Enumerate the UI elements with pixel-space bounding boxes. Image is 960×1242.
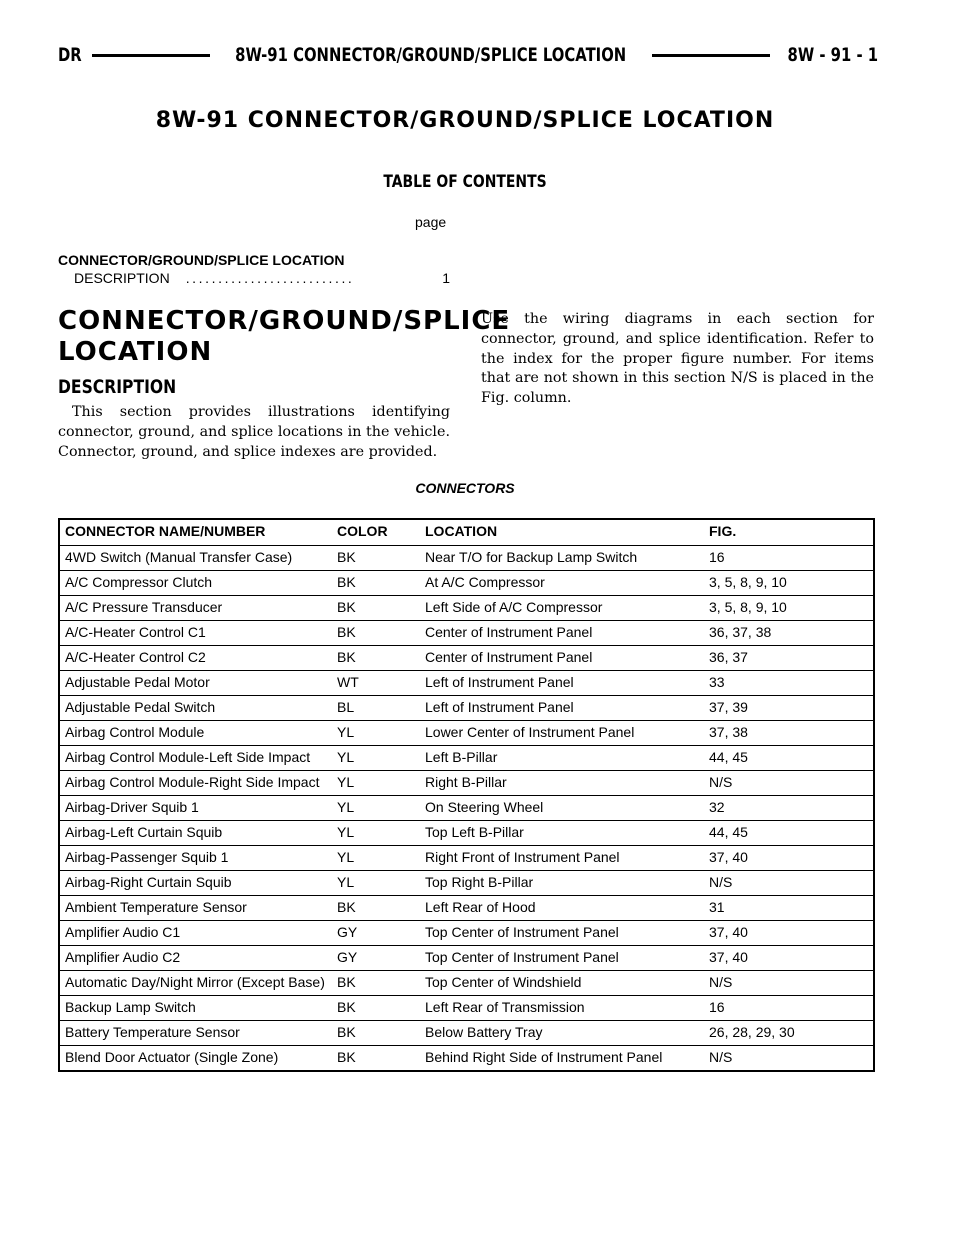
location-cell: Top Center of Instrument Panel: [420, 946, 704, 971]
color-cell: BK: [332, 1046, 420, 1072]
color-cell: BK: [332, 896, 420, 921]
table-row: [59, 896, 874, 921]
color-cell: BK: [332, 646, 420, 671]
fig-cell: N/S: [704, 771, 874, 796]
table-row: [59, 1046, 874, 1072]
table-row: [59, 771, 874, 796]
table-row: [59, 821, 874, 846]
color-cell: YL: [332, 796, 420, 821]
color-cell: YL: [332, 821, 420, 846]
color-cell: BK: [332, 596, 420, 621]
table-row: [59, 1021, 874, 1046]
toc-leader-dots: ..........................: [185, 270, 355, 286]
location-cell: Left Side of A/C Compressor: [420, 596, 704, 621]
connector-name-cell: Backup Lamp Switch: [59, 996, 332, 1021]
color-cell: YL: [332, 721, 420, 746]
connector-name-cell: Airbag-Passenger Squib 1: [59, 846, 332, 871]
connector-name-cell: Airbag-Driver Squib 1: [59, 796, 332, 821]
color-cell: BK: [332, 971, 420, 996]
location-cell: Right Front of Instrument Panel: [420, 846, 704, 871]
table-row: [59, 871, 874, 896]
location-cell: Left Rear of Hood: [420, 896, 704, 921]
location-cell: Top Center of Instrument Panel: [420, 921, 704, 946]
table-row: [59, 746, 874, 771]
table-row: [59, 721, 874, 746]
connector-name-cell: Blend Door Actuator (Single Zone): [59, 1046, 332, 1072]
connector-name-cell: A/C Pressure Transducer: [59, 596, 332, 621]
connector-name-cell: A/C Compressor Clutch: [59, 571, 332, 596]
connector-name-cell: Amplifier Audio C1: [59, 921, 332, 946]
column-header-fig: FIG.: [704, 519, 874, 546]
color-cell: YL: [332, 846, 420, 871]
column-header-color: COLOR: [332, 519, 420, 546]
header-center-label: 8W-91 CONNECTOR/GROUND/SPLICE LOCATION: [235, 44, 627, 66]
table-row: [59, 571, 874, 596]
fig-cell: 26, 28, 29, 30: [704, 1021, 874, 1046]
location-cell: Top Center of Windshield: [420, 971, 704, 996]
table-row: [59, 946, 874, 971]
connector-name-cell: Airbag Control Module-Left Side Impact: [59, 746, 332, 771]
fig-cell: 3, 5, 8, 9, 10: [704, 596, 874, 621]
description-heading: DESCRIPTION: [58, 376, 177, 398]
fig-cell: 36, 37: [704, 646, 874, 671]
fig-cell: N/S: [704, 971, 874, 996]
location-cell: Behind Right Side of Instrument Panel: [420, 1046, 704, 1072]
toc-entry-description[interactable]: [74, 270, 450, 286]
color-cell: BK: [332, 571, 420, 596]
toc-title: TABLE OF CONTENTS: [383, 172, 547, 192]
color-cell: YL: [332, 771, 420, 796]
fig-cell: 16: [704, 996, 874, 1021]
fig-cell: 37, 39: [704, 696, 874, 721]
connector-name-cell: Battery Temperature Sensor: [59, 1021, 332, 1046]
color-cell: BL: [332, 696, 420, 721]
wiring-diagram-paragraph: Use the wiring diagrams in each section for connector, ground, and splice identification. Refer to the index for the proper figure number. For items that are not shown in this section N/S is placed in the Fig. column.: [481, 311, 874, 407]
connectors-table: [58, 518, 875, 1072]
connector-name-cell: Airbag-Left Curtain Squib: [59, 821, 332, 846]
header-rule-right: [652, 54, 770, 57]
location-cell: Left B-Pillar: [420, 746, 704, 771]
table-row: [59, 646, 874, 671]
table-row: [59, 596, 874, 621]
fig-cell: N/S: [704, 871, 874, 896]
location-cell: Right B-Pillar: [420, 771, 704, 796]
fig-cell: 31: [704, 896, 874, 921]
table-row: [59, 671, 874, 696]
header-page-number: 8W - 91 - 1: [787, 44, 878, 66]
location-cell: Top Left B-Pillar: [420, 821, 704, 846]
toc-section-title[interactable]: CONNECTOR/GROUND/SPLICE LOCATION: [58, 252, 345, 268]
description-paragraph: This section provides illustrations identifying connector, ground, and splice locations in the vehicle. Connector, ground, and splice indexes are provided.: [58, 404, 450, 460]
connector-name-cell: Adjustable Pedal Switch: [59, 696, 332, 721]
header-rule-left: [92, 54, 210, 57]
table-row: [59, 696, 874, 721]
fig-cell: 32: [704, 796, 874, 821]
color-cell: BK: [332, 996, 420, 1021]
fig-cell: N/S: [704, 1046, 874, 1072]
page-header: [58, 42, 878, 68]
location-cell: Left Rear of Transmission: [420, 996, 704, 1021]
color-cell: YL: [332, 746, 420, 771]
location-cell: Center of Instrument Panel: [420, 621, 704, 646]
toc-entry-label: DESCRIPTION: [74, 270, 170, 286]
color-cell: GY: [332, 921, 420, 946]
table-row: [59, 796, 874, 821]
connector-name-cell: Automatic Day/Night Mirror (Except Base): [59, 971, 332, 996]
column-header-connector: CONNECTOR NAME/NUMBER: [59, 519, 332, 546]
location-cell: Near T/O for Backup Lamp Switch: [420, 546, 704, 571]
header-left-label: DR: [58, 44, 82, 66]
color-cell: GY: [332, 946, 420, 971]
connector-name-cell: Amplifier Audio C2: [59, 946, 332, 971]
connector-name-cell: A/C-Heater Control C2: [59, 646, 332, 671]
fig-cell: 44, 45: [704, 746, 874, 771]
table-row: [59, 846, 874, 871]
table-header-row: [59, 519, 874, 546]
fig-cell: 16: [704, 546, 874, 571]
color-cell: BK: [332, 621, 420, 646]
fig-cell: 33: [704, 671, 874, 696]
table-row: [59, 921, 874, 946]
fig-cell: 37, 40: [704, 946, 874, 971]
connector-name-cell: Ambient Temperature Sensor: [59, 896, 332, 921]
page-title: 8W-91 CONNECTOR/GROUND/SPLICE LOCATION: [155, 108, 775, 133]
location-cell: At A/C Compressor: [420, 571, 704, 596]
location-cell: Left of Instrument Panel: [420, 671, 704, 696]
column-header-location: LOCATION: [420, 519, 704, 546]
location-cell: Center of Instrument Panel: [420, 646, 704, 671]
location-cell: Left of Instrument Panel: [420, 696, 704, 721]
color-cell: WT: [332, 671, 420, 696]
connector-name-cell: 4WD Switch (Manual Transfer Case): [59, 546, 332, 571]
connectors-table-title: CONNECTORS: [415, 480, 515, 496]
section-heading: CONNECTOR/GROUND/SPLICE LOCATION: [58, 306, 511, 367]
connector-name-cell: Airbag Control Module-Right Side Impact: [59, 771, 332, 796]
fig-cell: 37, 40: [704, 846, 874, 871]
connector-name-cell: A/C-Heater Control C1: [59, 621, 332, 646]
location-cell: On Steering Wheel: [420, 796, 704, 821]
table-row: [59, 621, 874, 646]
fig-cell: 3, 5, 8, 9, 10: [704, 571, 874, 596]
connector-name-cell: Adjustable Pedal Motor: [59, 671, 332, 696]
table-row: [59, 996, 874, 1021]
location-cell: Lower Center of Instrument Panel: [420, 721, 704, 746]
table-row: [59, 546, 874, 571]
color-cell: BK: [332, 1021, 420, 1046]
toc-entry-page: 1: [442, 270, 450, 286]
location-cell: Top Right B-Pillar: [420, 871, 704, 896]
location-cell: Below Battery Tray: [420, 1021, 704, 1046]
fig-cell: 44, 45: [704, 821, 874, 846]
fig-cell: 37, 40: [704, 921, 874, 946]
connector-name-cell: Airbag Control Module: [59, 721, 332, 746]
connector-name-cell: Airbag-Right Curtain Squib: [59, 871, 332, 896]
color-cell: BK: [332, 546, 420, 571]
color-cell: YL: [332, 871, 420, 896]
table-row: [59, 971, 874, 996]
toc-page-label: page: [415, 214, 447, 230]
fig-cell: 36, 37, 38: [704, 621, 874, 646]
fig-cell: 37, 38: [704, 721, 874, 746]
